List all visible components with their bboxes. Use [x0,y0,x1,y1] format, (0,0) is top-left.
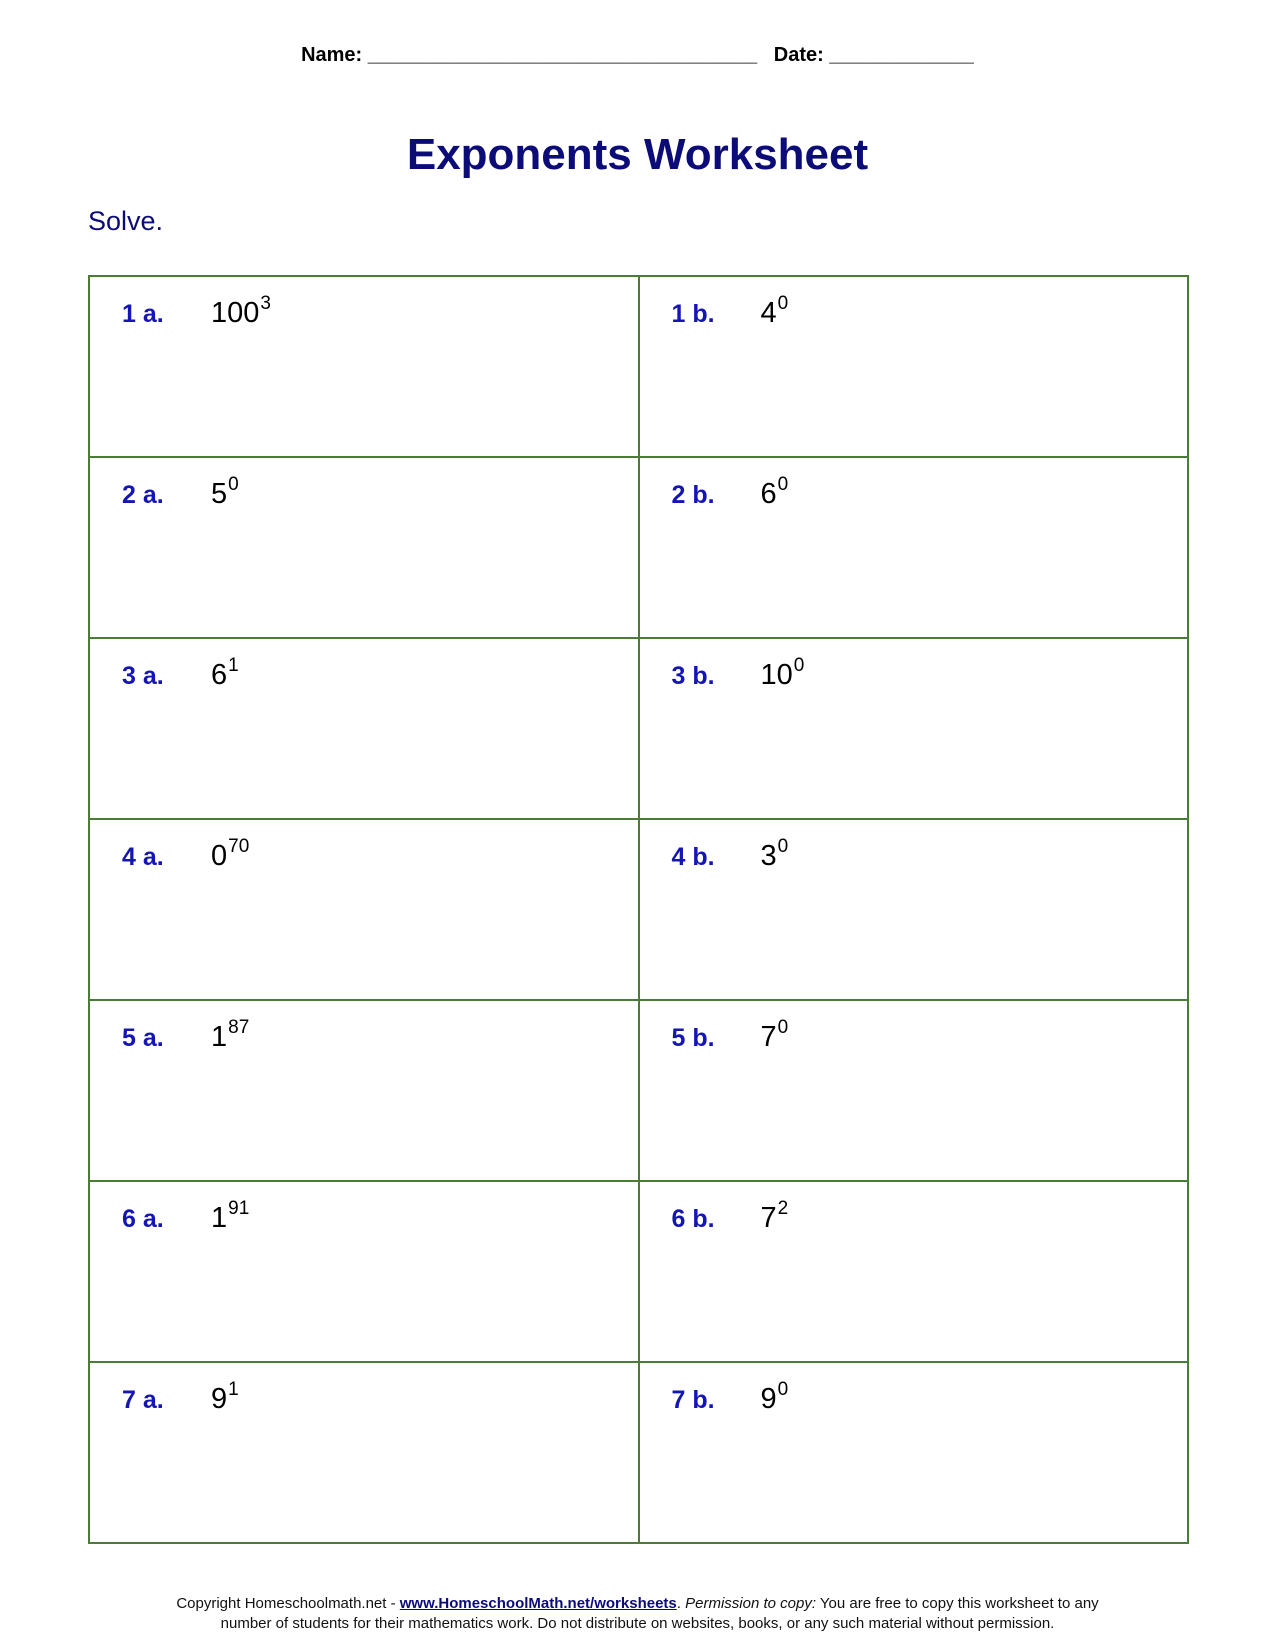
exponent-number: 0 [777,293,789,314]
base-number: 1 [211,1021,228,1053]
exponent-number: 0 [777,1379,789,1400]
problem-label: 5 a. [122,1024,164,1052]
date-line[interactable]: _____________ [829,44,974,66]
problem-row [89,638,1188,819]
exponent-expression [760,293,789,330]
problem-content [122,1017,628,1054]
base-number: 7 [760,1202,777,1234]
permission-label: Permission to copy: [685,1595,816,1612]
exponent-number: 70 [228,836,250,857]
base-number: 10 [760,659,793,691]
exponent-expression [211,474,239,511]
problem-content [671,655,1178,692]
problem-label: 7 b. [671,1386,715,1414]
problem-label: 1 a. [122,300,164,328]
base-number: 9 [760,1383,777,1415]
problem-content [122,655,628,692]
problem-label: 6 a. [122,1205,164,1233]
footer-line-2: number of students for their mathematics work. Do not distribute on websites, books, or any such material without permission. [220,1615,1055,1632]
footer-separator: . [676,1595,686,1612]
instructions: Solve. [88,206,164,236]
base-number: 100 [211,297,260,329]
exponent-expression [760,1379,789,1416]
base-number: 4 [760,297,777,329]
problem-label: 7 a. [122,1386,164,1414]
name-line[interactable]: ___________________________________ [367,44,758,66]
problem-cell[interactable] [89,1362,639,1543]
base-number: 1 [211,1202,228,1234]
exponent-number: 0 [228,474,239,495]
exponent-expression [760,1017,789,1054]
problem-cell[interactable] [639,276,1189,457]
problem-label: 2 a. [122,481,164,509]
problem-cell[interactable] [639,638,1189,819]
problem-row [89,1362,1188,1543]
exponent-expression [211,836,250,873]
problem-label: 3 b. [671,662,715,690]
exponent-number: 1 [228,1379,239,1400]
problem-content [671,1379,1178,1416]
exponent-expression [760,474,789,511]
name-label: Name: [301,44,363,66]
problem-cell[interactable] [639,1362,1189,1543]
exponent-number: 0 [777,474,789,495]
problem-cell[interactable] [89,1000,639,1181]
problem-cell[interactable] [639,1181,1189,1362]
exponent-expression [211,293,271,330]
problem-cell[interactable] [89,819,639,1000]
problem-label: 5 b. [671,1024,715,1052]
exponent-number: 0 [793,655,805,676]
problem-cell[interactable] [639,1000,1189,1181]
exponent-number: 91 [228,1198,250,1219]
problem-grid [88,275,1189,1544]
name-date-header [0,44,1275,67]
exponent-number: 1 [228,655,239,676]
base-number: 6 [760,478,777,510]
problem-cell[interactable] [639,457,1189,638]
base-number: 5 [211,478,228,510]
problem-content [122,293,628,330]
exponent-number: 3 [260,293,271,314]
base-number: 3 [760,840,777,872]
date-label: Date: [773,44,824,66]
footer [0,1594,1275,1634]
worksheets-link[interactable]: www.HomeschoolMath.net/worksheets [399,1595,677,1612]
base-number: 6 [211,659,228,691]
problem-content [671,474,1178,511]
base-number: 7 [760,1021,777,1053]
copyright-text: Copyright Homeschoolmath.net - [176,1595,400,1612]
problem-cell[interactable] [639,819,1189,1000]
permission-text: You are free to copy this worksheet to any [816,1595,1099,1612]
exponent-expression [760,655,805,692]
problem-cell[interactable] [89,457,639,638]
problem-row [89,1000,1188,1181]
problem-content [671,1017,1178,1054]
problem-content [671,836,1178,873]
exponent-number: 0 [777,1017,789,1038]
exponent-number: 87 [228,1017,250,1038]
problem-content [671,293,1178,330]
problem-cell[interactable] [89,276,639,457]
problem-label: 6 b. [671,1205,715,1233]
problem-content [122,836,628,873]
worksheet-title: Exponents Worksheet [406,130,869,179]
exponent-expression [211,655,239,692]
exponent-expression [211,1198,250,1235]
problem-row [89,457,1188,638]
problem-cell[interactable] [89,638,639,819]
problem-label: 2 b. [671,481,715,509]
exponent-expression [760,836,789,873]
problem-row [89,819,1188,1000]
problem-label: 1 b. [671,300,715,328]
footer-line-1 [0,1594,1275,1614]
exponent-expression [760,1198,789,1235]
exponent-number: 0 [777,836,789,857]
base-number: 9 [211,1383,228,1415]
exponent-number: 2 [777,1198,789,1219]
problem-row [89,276,1188,457]
problem-label: 4 b. [671,843,715,871]
exponent-expression [211,1379,239,1416]
problem-row [89,1181,1188,1362]
problem-content [122,1198,628,1235]
problem-label: 3 a. [122,662,164,690]
problem-cell[interactable] [89,1181,639,1362]
base-number: 0 [211,840,228,872]
problem-content [122,474,628,511]
exponent-expression [211,1017,250,1054]
problem-content [671,1198,1178,1235]
problem-label: 4 a. [122,843,164,871]
problem-content [122,1379,628,1416]
